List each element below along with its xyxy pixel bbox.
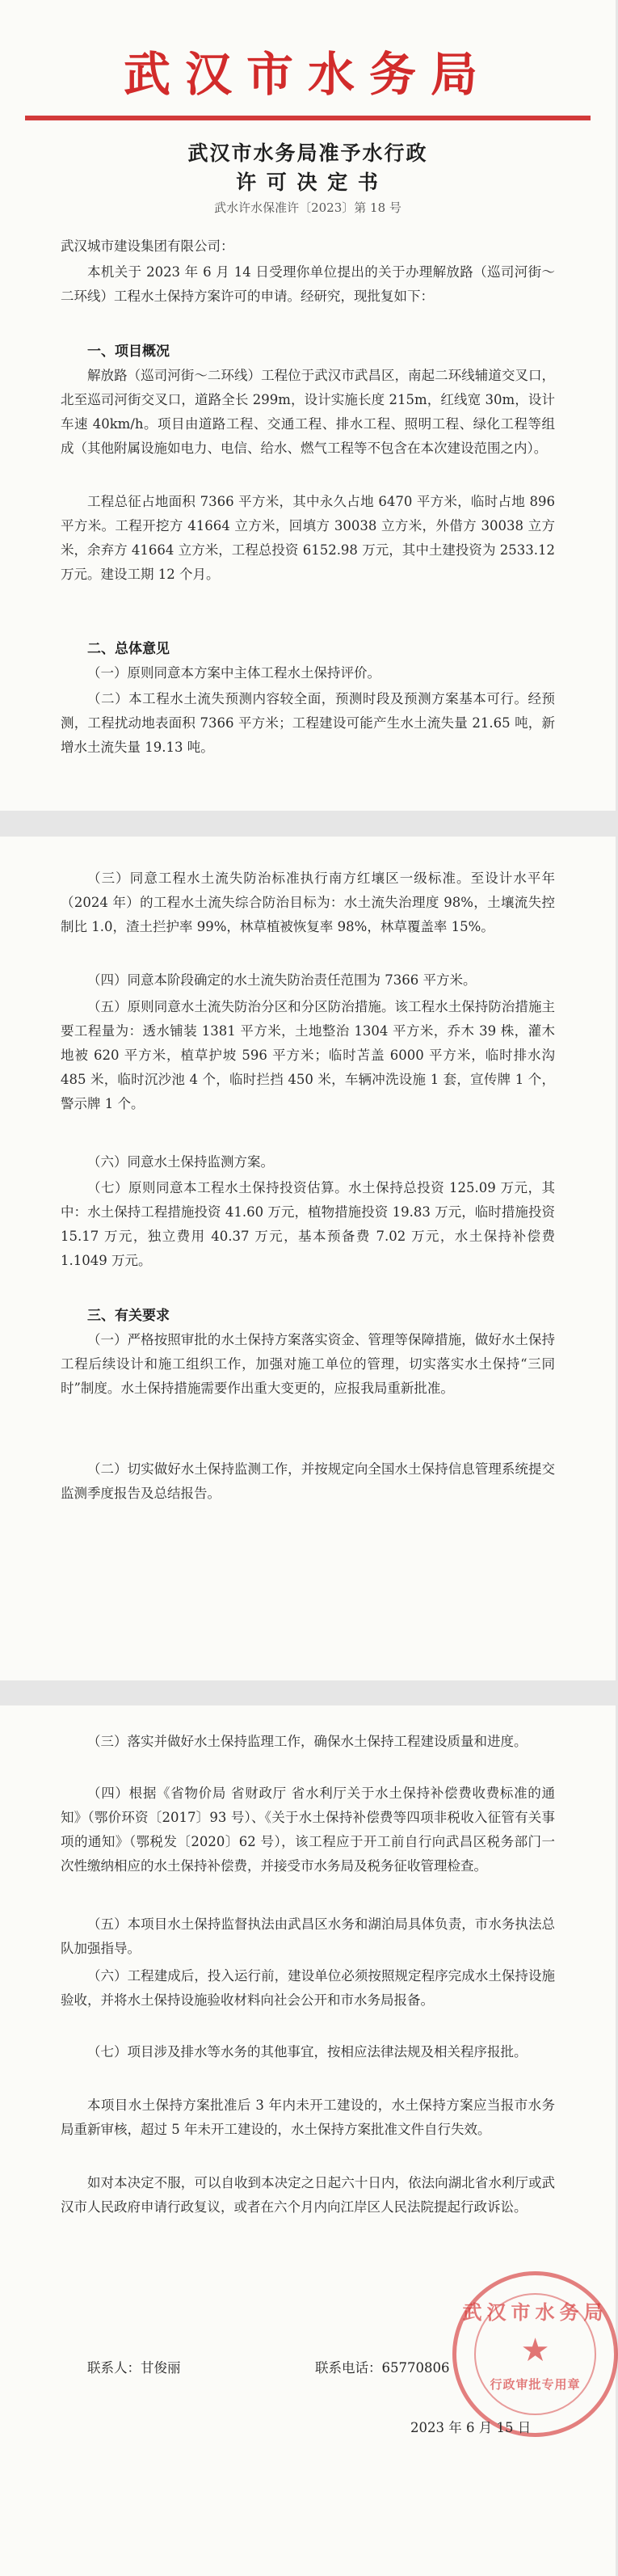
opinion-item-6: （六）同意水土保持监测方案。 [87, 1154, 274, 1170]
contact-phone: 联系电话：65770806 [315, 2360, 450, 2376]
document-number: 武水许水保准许〔2023〕第 18 号 [214, 200, 401, 215]
requirement-7: （七）项目涉及排水等水务的其他事宜，按相应法律法规及相关程序报批。 [87, 2044, 528, 2060]
seal-org-text: 武汉市水务局 [462, 2301, 608, 2324]
document-title-line2: 许 可 决 定 书 [236, 171, 380, 194]
opinion-item-7: （七）原则同意本工程水土保持投资估算。水土保持总投资 125.09 万元，其中：水土保持工程措施投资 41.60 万元，植物措施投资 19.83 万元，临时措施投资 15.17 万元，独立费用 40.37 万元，基本预备费 7.02 万元，水土保持补偿费 1.1049 万元。 [61, 1180, 555, 1268]
section-1-heading: 一、项目概况 [87, 344, 170, 360]
intro-paragraph: 本机关于 2023 年 6 月 14 日受理你单位提出的关于办理解放路（巡司河街～二环线）工程水土保持方案许可的申请。经研究，现批复如下： [61, 264, 555, 304]
requirement-3: （三）落实并做好水土保持监理工作，确保水土保持工程建设质量和进度。 [87, 1734, 528, 1749]
opinion-item-5: （五）原则同意水土流失防治分区和分区防治措施。该工程水土保持防治措施主要工程量为：透水铺装 1381 平方米，土地整治 1304 平方米，乔木 39 株，灌木地被 620 平方米，植草护坡 596 平方米；临时苫盖 6000 平方米，临时排水沟 485 米，临时沉沙池 4 个，临时拦挡 450 米，车辆冲洗设施 1 套，宣传牌 1 个，警示牌 1 个。 [61, 999, 555, 1111]
project-scale-paragraph: 工程总征占地面积 7366 平方米，其中永久占地 6470 平方米，临时占地 896 平方米。工程开挖方 41664 立方米，回填方 30038 立方米，外借方 30038 立方米，余弃方 41664 立方米，工程总投资 6152.98 万元，其中土建投资为 2533.12 万元。建设工期 12 个月。 [61, 494, 555, 582]
requirement-6: （六）工程建成后，投入运行前，建设单位必须按照规定程序完成水土保持设施验收，并将水土保持设施验收材料向社会公开和市水务局报备。 [61, 1968, 555, 2008]
requirement-2: （二）切实做好水土保持监测工作，并按规定向全国水土保持信息管理系统提交监测季度报告及总结报告。 [61, 1461, 555, 1501]
document-page-3 [0, 1705, 616, 2576]
contact-person: 联系人：甘俊丽 [87, 2360, 181, 2376]
validity-paragraph: 本项目水土保持方案批准后 3 年内未开工建设的，水土保持方案应当报市水务局重新审核，超过 5 年未开工建设的，水土保持方案批准文件自行失效。 [61, 2097, 555, 2137]
opinion-item-2-start: （二）本工程水土流失预测内容较全面，预测时段及预测方案基本可行。经预测，工程扰动地表面积 7366 平方米；工程建设可能产生水土流失量 21.65 吨，新增水土流失量 19.13 吨。 [61, 691, 555, 755]
requirement-1: （一）严格按照审批的水土保持方案落实资金、管理等保障措施，做好水土保持工程后续设计和施工组织工作，加强对施工单位的管理，切实落实水土保持“三同时”制度。水土保持措施需要作出重大变更的，应报我局重新批准。 [61, 1332, 555, 1396]
opinion-item-4: （四）同意本阶段确定的水土流失防治责任范围为 7366 平方米。 [87, 972, 477, 988]
addressee: 武汉城市建设集团有限公司： [61, 238, 234, 254]
seal-star-icon: ★ [520, 2332, 550, 2369]
section-2-heading: 二、总体意见 [87, 641, 170, 657]
project-overview-paragraph: 解放路（巡司河街～二环线）工程位于武汉市武昌区，南起二环线辅道交叉口，北至巡司河街交叉口，道路全长 299m，设计实施长度 215m，红线宽 30m，设计车速 40km/h。项目由道路工程、交通工程、排水工程、照明工程、绿化工程等组成（其他附属设施如电力、电信、给水、燃气工程等不包含在本次建设范围之内）。 [61, 368, 555, 456]
letterhead-banner [25, 19, 591, 120]
requirement-5: （五）本项目水土保持监督执法由武昌区水务和湖泊局具体负责，市水务执法总队加强指导。 [61, 1916, 555, 1956]
appeal-paragraph: 如对本决定不服，可以自收到本决定之日起六十日内，依法向湖北省水利厅或武汉市人民政府申请行政复议，或者在六个月内向江岸区人民法院提起行政诉讼。 [61, 2175, 555, 2215]
opinion-item-3: （三）同意工程水土流失防治标准执行南方红壤区一级标准。至设计水平年（2024 年）的工程水土流失综合防治目标为：水土流失治理度 98%，土壤流失控制比 1.0，渣土拦护率 99%，林草植被恢复率 98%，林草覆盖率 15%。 [61, 871, 555, 934]
document-page-1 [0, 0, 616, 811]
requirement-4: （四）根据《省物价局 省财政厅 省水利厅关于水土保持补偿费收费标准的通知》（鄂价环资〔2017〕93 号）、《关于水土保持补偿费等四项非税收入征管有关事项的通知》（鄂税发〔2020〕62 号），该工程应于开工前自行向武昌区税务部门一次性缴纳相应的水土保持补偿费，并接受市水务局及税务征收管理检查。 [61, 1785, 555, 1874]
document-page-2 [0, 837, 616, 1680]
letterhead-org-name: 武汉市水务局 [123, 47, 492, 102]
section-3-heading: 三、有关要求 [87, 1308, 170, 1324]
issue-date: 2023 年 6 月 15 日 [410, 2420, 532, 2435]
document-title-line1: 武汉市水务局准予水行政 [187, 141, 428, 165]
opinion-item-1: （一）原则同意本方案中主体工程水土保持评价。 [87, 665, 380, 681]
seal-purpose-text: 行政审批专用章 [490, 2377, 581, 2392]
official-seal [452, 2271, 618, 2437]
